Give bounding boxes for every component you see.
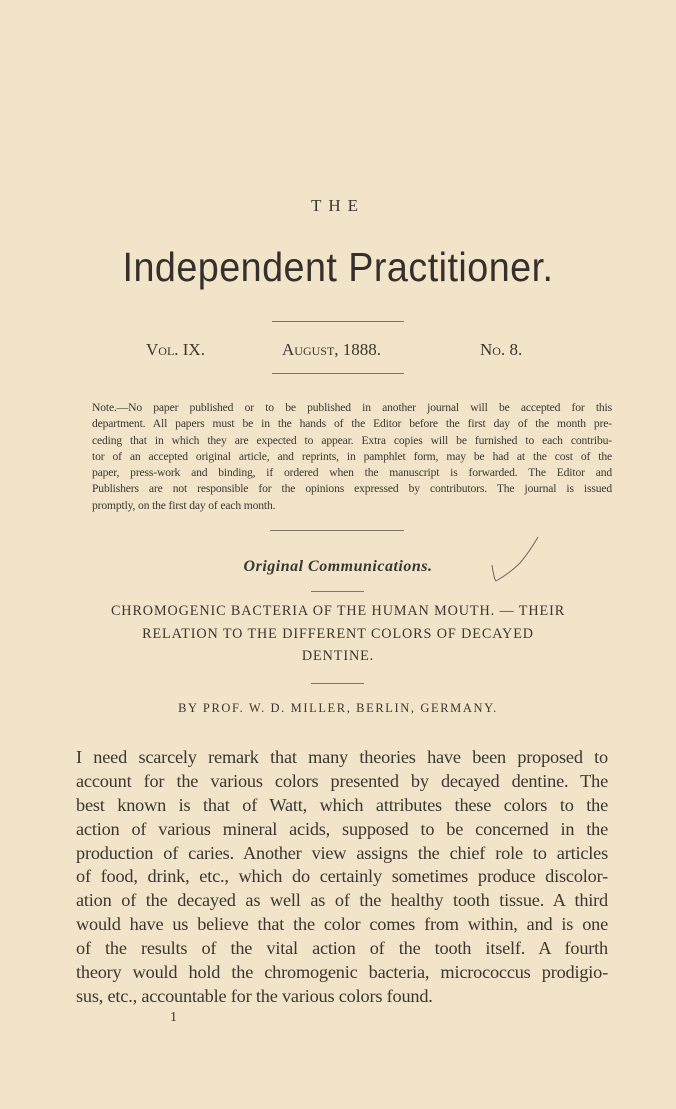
body-line: action of various mineral acids, supposed to be concerned in the <box>76 818 608 839</box>
issue-number: No. 8. <box>480 340 523 359</box>
article-heading-line: CHROMOGENIC BACTERIA OF THE HUMAN MOUTH. — THEIR <box>110 603 566 619</box>
body-line: of food, drink, etc., which do certainly sometimes produce discolor- <box>76 866 608 887</box>
body-line: ation of the decayed as well as of the healthy tooth tissue. A third <box>76 890 608 911</box>
issue-date: August, 1888. <box>282 340 382 359</box>
divider <box>272 373 404 374</box>
body-line: account for the various colors presented by decayed dentine. The <box>76 770 608 791</box>
note-line: paper, press-work and binding, if ordered when the manuscript is forwarded. The Editor and <box>92 466 612 480</box>
article-heading-line: RELATION TO THE DIFFERENT COLORS OF DECAYED <box>142 626 534 642</box>
divider <box>270 530 404 531</box>
journal-title: Independent Practitioner. <box>122 244 554 290</box>
divider <box>311 683 364 684</box>
body-line: would have us believe that the color comes from within, and is one <box>76 914 608 935</box>
body-line: production of caries. Another view assigns the chief role to articles <box>76 842 608 863</box>
article-body <box>76 746 608 1009</box>
body-line: of the results of the vital action of the tooth itself. A fourth <box>76 938 608 959</box>
note-line: Note.—No paper published or to be published in another journal will be accepted for this <box>92 401 612 414</box>
body-line: best known is that of Watt, which attributes these colors to the <box>76 794 608 815</box>
divider <box>272 321 404 322</box>
article-heading-line: DENTINE. <box>301 648 375 664</box>
body-line: sus, etc., accountable for the various colors found. <box>76 985 433 1006</box>
pencil-checkmark <box>480 535 550 585</box>
note-line: Publishers are not responsible for the opinions expressed by contributors. The journal is issued <box>92 482 612 496</box>
body-line: theory would hold the chromogenic bacteria, micrococcus prodigio- <box>76 962 608 983</box>
section-heading: Original Communications. <box>243 558 433 575</box>
note-line: department. All papers must be in the hands of the Editor before the first day of the month pre- <box>92 417 612 431</box>
editorial-note <box>92 400 612 514</box>
note-line: promptly, on the first day of each month. <box>92 498 276 512</box>
masthead-the: THE <box>310 196 366 215</box>
divider <box>311 591 364 592</box>
note-line: ceding that in which they are expected to appear. Extra copies will be furnished to each contribu- <box>92 433 612 447</box>
issue-info <box>0 340 676 362</box>
byline: BY PROF. W. D. MILLER, BERLIN, GERMANY. <box>178 701 498 715</box>
note-line: tor of an accepted original article, and reprints, in pamphlet form, may be had at the cost of the <box>92 449 612 463</box>
signature-mark: 1 <box>170 1010 177 1025</box>
body-line: I need scarcely remark that many theories have been proposed to <box>76 747 608 767</box>
volume: Vol. IX. <box>146 340 205 359</box>
